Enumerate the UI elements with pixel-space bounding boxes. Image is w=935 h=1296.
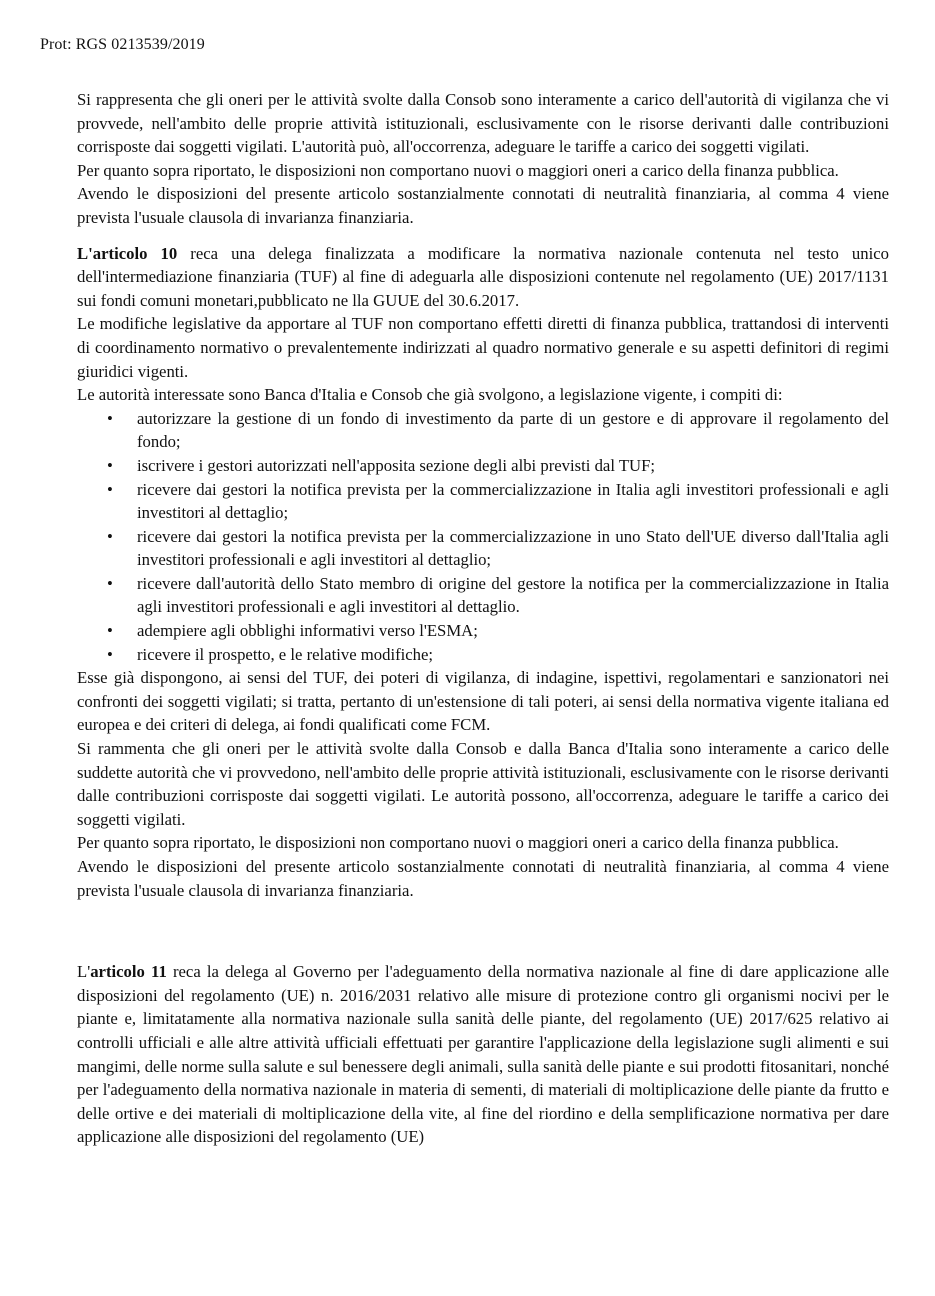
article-10-heading: articolo 10 [92,243,178,263]
list-item: • ricevere dai gestori la notifica prevista per la commercializzazione in Italia agli investitori professionali e agli investitori al dettaglio; [137,478,889,525]
article-11-intro-text: reca la delega al Governo per l'adeguamento della normativa nazionale al fine di dare applicazione alle disposizioni del regolamento (UE) n. 2016/2031 relativo alle misure di protezione contro gli organismi nocivi per le piante e, limitatamente alla normativa nazionale sulla sanità delle piante, del regolamento (UE) 2017/625 relativo ai controlli ufficiali e alle altre attività ufficiali effettuati per garantire l'applicazione della legislazione sugli alimenti e sui mangimi, delle norme sulla salute e sul benessere degli animali, sulla sanità delle piante e sui prodotti fitosanitari, nonché per l'adeguamento della normativa nazionale in materia di sementi, di materiali di moltiplicazione delle piante da frutto e delle ortive e dei materiali di moltiplicazione della vite, al fine del riordino e della semplificazione normativa per dare applicazione alle disposizioni del regolamento (UE) [77,962,889,1147]
list-item: • iscrivere i gestori autorizzati nell'apposita sezione degli albi previsti dal TUF; [137,454,889,478]
article-11-intro [77,960,889,1149]
document-body [77,88,889,1149]
article-10-intro [77,242,889,313]
article-11-heading: articolo 11 [90,962,167,982]
duties-list [77,407,889,667]
article-10-paragraph-6: Per quanto sopra riportato, le disposizioni non comportano nuovi o maggiori oneri a carico della finanza pubblica. [77,833,839,853]
spacer [77,902,889,960]
article-11-prefix: L' [77,962,91,982]
list-item: • ricevere dall'autorità dello Stato membro di origine del gestore la notifica per la commercializzazione in Italia agli investitori professionali e agli investitori al dettaglio. [137,572,889,619]
article-10-paragraph-4: Esse già dispongono, ai sensi del TUF, dei poteri di vigilanza, di indagine, ispettivi, regolamentari e sanzionatori nei confronti dei soggetti vigilati; si tratta, pertanto di un'estensione di tali poteri, ai sensi della normativa vigente italiana ed europea e dei criteri di delega, ai fondi qualificati come FCM. [77,668,889,735]
article-10-intro-text: reca una delega finalizzata a modificare la normativa nazionale contenuta nel testo unico dell'intermediazione finanziaria (TUF) al fine di adeguarla alle disposizioni contenute nel regolamento (UE) 2017/1131 sui fondi comuni monetari,pubblicato ne lla GUUE del 30.6.2017. [77,243,889,310]
consob-paragraph-2: Per quanto sopra riportato, le disposizioni non comportano nuovi o maggiori oneri a carico della finanza pubblica. [77,160,839,180]
spacer [77,230,889,242]
article-10-paragraph-3: Le autorità interessate sono Banca d'Italia e Consob che già svolgono, a legislazione vigente, i compiti di: [77,385,783,405]
article-10-prefix: L' [77,243,93,263]
consob-paragraph-3: Avendo le disposizioni del presente articolo sostanzialmente connotati di neutralità finanziaria, al comma 4 viene prevista l'usuale clausola di invarianza finanziaria. [77,184,889,227]
article-10-paragraph-7: Avendo le disposizioni del presente articolo sostanzialmente connotati di neutralità finanziaria, al comma 4 viene prevista l'usuale clausola di invarianza finanziaria. [77,857,889,900]
protocol-number: Prot: RGS 0213539/2019 [40,36,205,53]
article-10-paragraph-2: Le modifiche legislative da apportare al TUF non comportano effetti diretti di finanza pubblica, trattandosi di interventi di coordinamento normativo o prevalentemente indirizzati al quadro normativo generale e su aspetti definitori di regimi giuridici vigenti. [77,314,889,381]
list-item: • autorizzare la gestione di un fondo di investimento da parte di un gestore e di approvare il regolamento del fondo; [137,407,889,454]
consob-paragraph-1: Si rappresenta che gli oneri per le attività svolte dalla Consob sono interamente a carico dell'autorità di vigilanza che vi provvede, nell'ambito delle proprie attività istituzionali, esclusivamente con le risorse derivanti dalle contribuzioni corrisposte dai soggetti vigilati. L'autorità può, all'occorrenza, adeguare le tariffe a carico dei soggetti vigilati. [77,90,889,157]
list-item: • ricevere il prospetto, e le relative modifiche; [137,643,889,667]
list-item: • adempiere agli obblighi informativi verso l'ESMA; [137,619,889,643]
article-10-paragraph-5: Si rammenta che gli oneri per le attività svolte dalla Consob e dalla Banca d'Italia sono interamente a carico delle suddette autorità che vi provvedono, nell'ambito delle proprie attività istituzionali, esclusivamente con le risorse derivanti dalle contribuzioni corrisposte dai soggetti vigilati. Le autorità possono, all'occorrenza, adeguare le tariffe a carico dei soggetti vigilati. [77,739,889,829]
list-item: • ricevere dai gestori la notifica prevista per la commercializzazione in uno Stato dell'UE diverso dall'Italia agli investitori professionali e agli investitori al dettaglio; [137,525,889,572]
